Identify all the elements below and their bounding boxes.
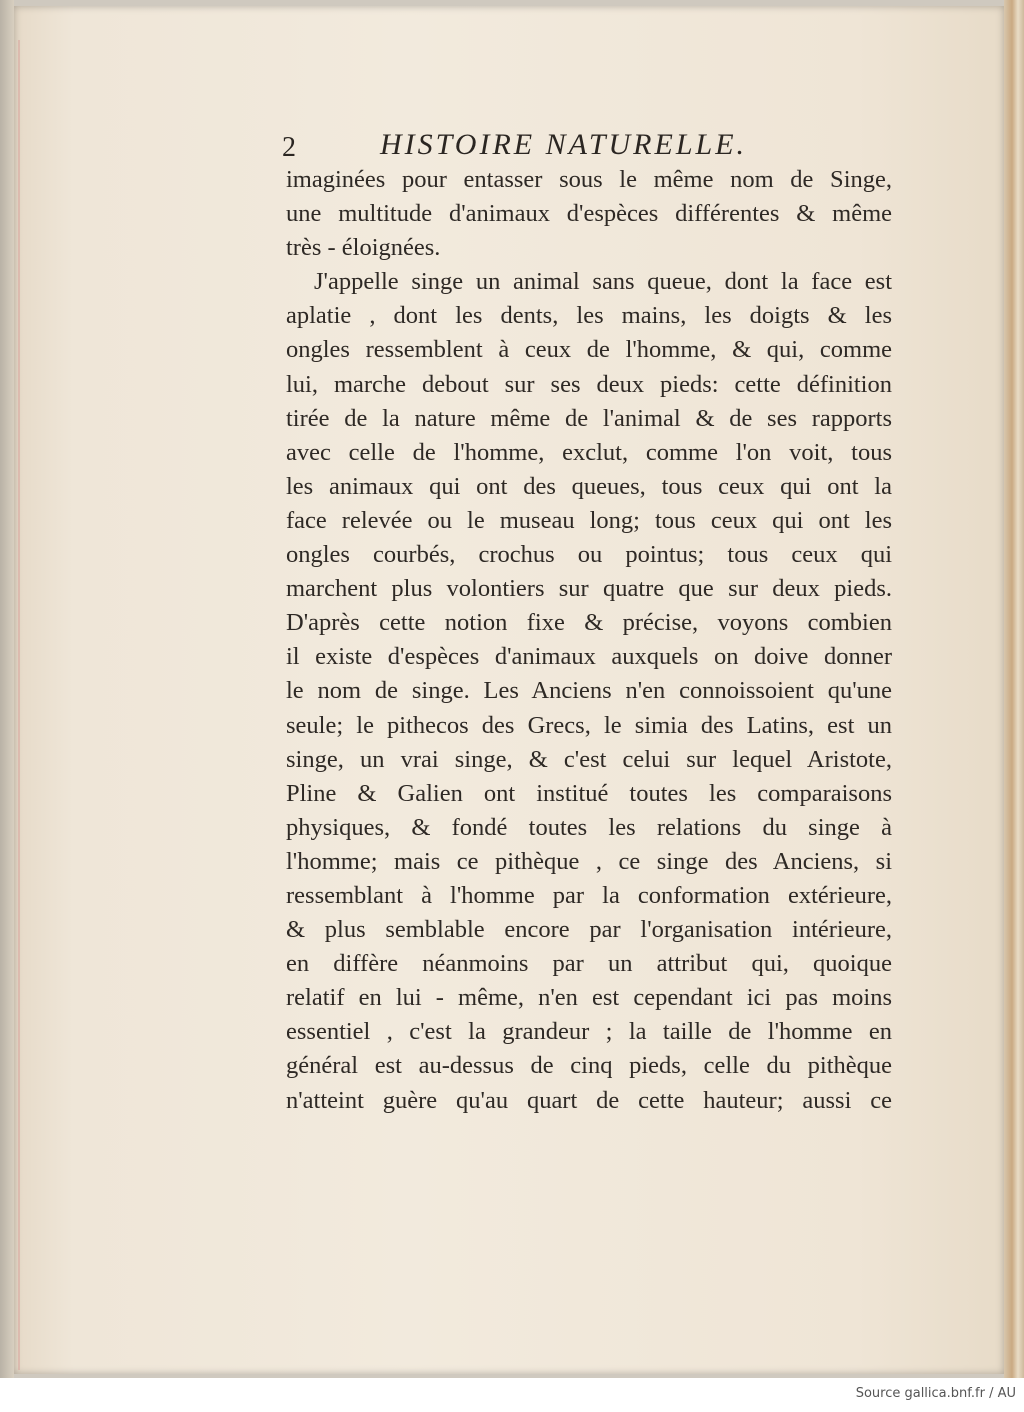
text-line: l'homme; mais ce pithèque , ce singe des Anciens, si xyxy=(286,847,892,875)
text-line: singe, un vrai singe, & c'est celui sur lequel Aristote, xyxy=(286,745,892,773)
running-title: HISTOIRE NATURELLE. xyxy=(380,128,748,161)
text-line: ongles ressemblent à ceux de l'homme, & qui, comme xyxy=(286,336,892,364)
text-line: ressemblant à l'homme par la conformation extérieure, xyxy=(286,881,892,909)
page-number: 2 xyxy=(282,132,296,163)
text-line: tirée de la nature même de l'animal & de ses rapports xyxy=(286,404,892,432)
source-credit: Source gallica.bnf.fr / AU xyxy=(855,1386,1016,1401)
body-text xyxy=(286,163,892,1118)
text-line: n'atteint guère qu'au quart de cette hauteur; aussi ce xyxy=(286,1086,892,1114)
text-line: le nom de singe. Les Anciens n'en connoissoient qu'une xyxy=(286,677,892,705)
text-line: ongles courbés, crochus ou pointus; tous ceux qui xyxy=(286,541,892,569)
text-line: lui, marche debout sur ses deux pieds: cette définition xyxy=(286,370,892,398)
text-line: les animaux qui ont des queues, tous ceux qui ont la xyxy=(286,472,892,500)
text-line: très - éloignées. xyxy=(286,234,441,262)
text-line: & plus semblable encore par l'organisation intérieure, xyxy=(286,916,892,944)
text-line: seule; le pithecos des Grecs, le simia des Latins, est un xyxy=(286,711,892,739)
margin-red-line xyxy=(18,40,20,1370)
fore-edge xyxy=(1004,0,1024,1378)
text-line: marchent plus volontiers sur quatre que sur deux pieds. xyxy=(286,575,892,603)
text-line: aplatie , dont les dents, les mains, les doigts & les xyxy=(286,302,892,330)
text-line: imaginées pour entasser sous le même nom de Singe, xyxy=(286,166,892,193)
text-line: avec celle de l'homme, exclut, comme l'on voit, tous xyxy=(286,438,892,466)
text-line: essentiel , c'est la grandeur ; la taille de l'homme en xyxy=(286,1018,892,1046)
text-line: il existe d'espèces d'animaux auxquels on doive donner xyxy=(286,643,892,671)
text-line: D'après cette notion fixe & précise, voyons combien xyxy=(286,609,892,637)
text-line: général est au-dessus de cinq pieds, celle du pithèque xyxy=(286,1052,892,1080)
text-line: J'appelle singe un animal sans queue, dont la face est xyxy=(314,268,892,296)
text-line: une multitude d'animaux d'espèces différentes & même xyxy=(286,200,892,228)
text-line: physiques, & fondé toutes les relations du singe à xyxy=(286,813,892,841)
text-line: relatif en lui - même, n'en est cependant ici pas moins xyxy=(286,984,892,1012)
text-line: Pline & Galien ont institué toutes les comparaisons xyxy=(286,779,892,807)
text-line: en diffère néanmoins par un attribut qui, quoique xyxy=(286,950,892,978)
text-line: face relevée ou le museau long; tous ceux qui ont les xyxy=(286,506,892,534)
running-head xyxy=(282,128,892,168)
left-page-edge xyxy=(0,0,14,1378)
